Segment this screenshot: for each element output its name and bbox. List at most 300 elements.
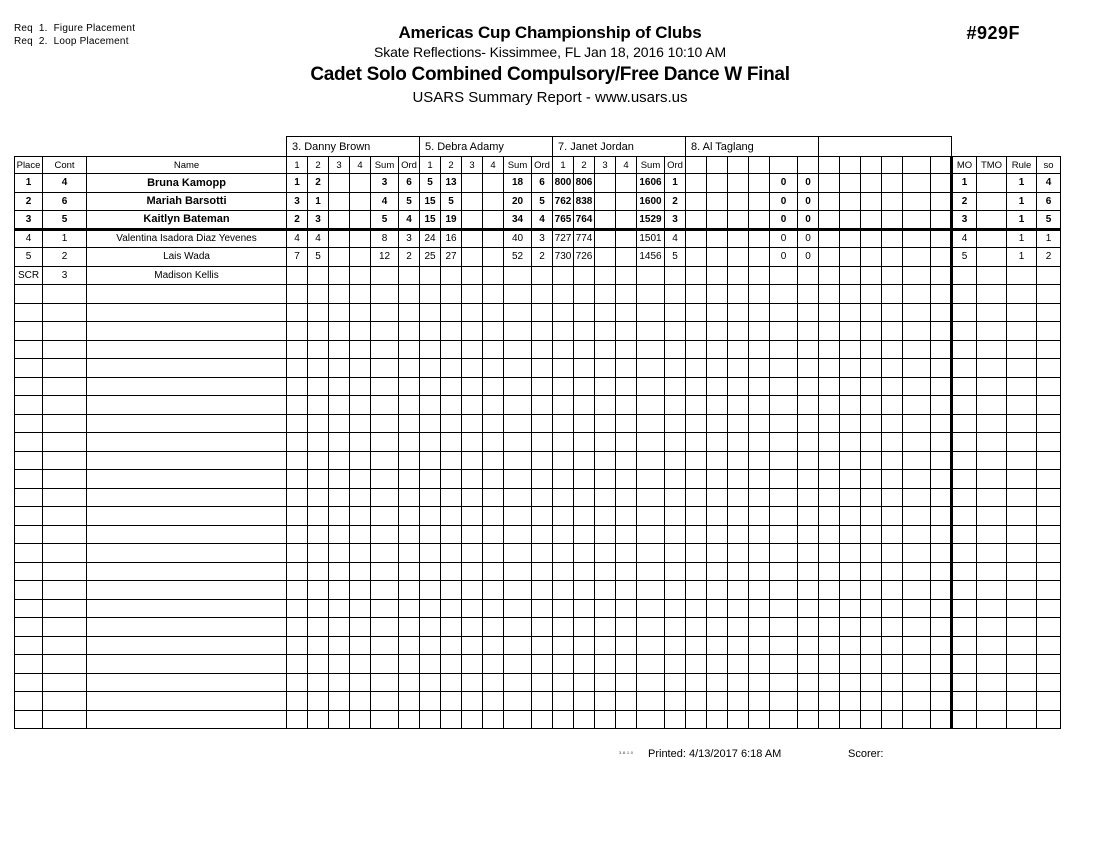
empty-cell: [819, 303, 840, 322]
empty-cell: [686, 581, 707, 600]
scorer-label: Scorer:: [848, 748, 884, 760]
col-header-j4-4: [749, 157, 770, 174]
empty-cell: [749, 544, 770, 563]
empty-cell: [861, 581, 882, 600]
cell-j1-ord: 6: [399, 174, 420, 193]
empty-cell: [399, 636, 420, 655]
banner-spacer-right: [952, 137, 1061, 157]
table-row[interactable]: [15, 303, 1061, 322]
empty-cell: [686, 322, 707, 341]
empty-cell: [441, 581, 462, 600]
empty-cell: [686, 655, 707, 674]
empty-cell: [665, 359, 686, 378]
cell-j2-sum: 34: [504, 211, 532, 230]
empty-cell: [15, 581, 43, 600]
table-row[interactable]: [15, 285, 1061, 304]
table-row[interactable]: [15, 618, 1061, 637]
empty-cell: [329, 618, 350, 637]
empty-cell: [553, 303, 574, 322]
empty-cell: [770, 525, 798, 544]
cell-j2-ord: [532, 266, 553, 285]
empty-cell: [686, 673, 707, 692]
cell-j4-s1: [686, 211, 707, 230]
empty-cell: [287, 340, 308, 359]
cell-j4-s4: [749, 192, 770, 211]
cell-j2-s4: [483, 229, 504, 248]
empty-cell: [504, 636, 532, 655]
cell-place: 3: [15, 211, 43, 230]
empty-cell: [483, 581, 504, 600]
empty-cell: [1037, 507, 1061, 526]
judge-header-2: 5. Debra Adamy: [420, 137, 553, 157]
empty-cell: [329, 340, 350, 359]
empty-cell: [462, 359, 483, 378]
empty-cell: [483, 414, 504, 433]
empty-cell: [574, 451, 595, 470]
empty-cell: [462, 451, 483, 470]
empty-cell: [1007, 525, 1037, 544]
cell-j5-ord: [931, 192, 952, 211]
cell-j5-s3: [861, 248, 882, 267]
empty-cell: [553, 581, 574, 600]
empty-cell: [840, 507, 861, 526]
empty-cell: [462, 673, 483, 692]
empty-cell: [861, 488, 882, 507]
table-row[interactable]: [15, 562, 1061, 581]
empty-cell: [616, 414, 637, 433]
empty-cell: [87, 562, 287, 581]
empty-cell: [616, 581, 637, 600]
cell-j5-sum: [903, 266, 931, 285]
empty-cell: [532, 562, 553, 581]
table-row[interactable]: [15, 525, 1061, 544]
empty-cell: [749, 618, 770, 637]
empty-cell: [1037, 377, 1061, 396]
cell-so: 4: [1037, 174, 1061, 193]
empty-cell: [798, 303, 819, 322]
cell-j4-s2: [707, 229, 728, 248]
table-row[interactable]: [15, 692, 1061, 711]
table-row[interactable]: [15, 192, 1061, 211]
empty-cell: [441, 525, 462, 544]
empty-cell: [728, 396, 749, 415]
cell-j4-ord: 0: [798, 229, 819, 248]
empty-cell: [87, 340, 287, 359]
table-row[interactable]: [15, 248, 1061, 267]
empty-cell: [840, 396, 861, 415]
empty-cell: [977, 544, 1007, 563]
empty-cell: [43, 303, 87, 322]
empty-cell: [287, 581, 308, 600]
empty-cell: [595, 359, 616, 378]
cell-j5-sum: [903, 229, 931, 248]
empty-cell: [504, 692, 532, 711]
empty-cell: [287, 673, 308, 692]
col-header-j3-sum: Sum: [637, 157, 665, 174]
empty-cell: [798, 544, 819, 563]
empty-cell: [637, 562, 665, 581]
empty-cell: [749, 655, 770, 674]
empty-cell: [553, 544, 574, 563]
empty-cell: [882, 322, 903, 341]
empty-cell: [350, 451, 371, 470]
empty-cell: [287, 525, 308, 544]
empty-cell: [87, 673, 287, 692]
empty-cell: [770, 303, 798, 322]
empty-cell: [574, 636, 595, 655]
empty-cell: [420, 599, 441, 618]
table-row[interactable]: [15, 359, 1061, 378]
cell-j4-sum: [770, 266, 798, 285]
cell-j2-sum: 20: [504, 192, 532, 211]
empty-cell: [637, 451, 665, 470]
empty-cell: [15, 562, 43, 581]
cell-so: 5: [1037, 211, 1061, 230]
empty-cell: [798, 340, 819, 359]
empty-cell: [595, 414, 616, 433]
empty-cell: [574, 562, 595, 581]
empty-cell: [462, 581, 483, 600]
empty-cell: [798, 488, 819, 507]
empty-cell: [637, 488, 665, 507]
empty-cell: [977, 451, 1007, 470]
empty-cell: [840, 340, 861, 359]
cell-j2-sum: 18: [504, 174, 532, 193]
empty-cell: [882, 433, 903, 452]
empty-cell: [616, 710, 637, 729]
empty-cell: [43, 433, 87, 452]
table-row[interactable]: [15, 322, 1061, 341]
empty-cell: [977, 599, 1007, 618]
empty-cell: [532, 692, 553, 711]
empty-cell: [861, 359, 882, 378]
cell-j5-s3: [861, 266, 882, 285]
empty-cell: [350, 340, 371, 359]
empty-cell: [707, 673, 728, 692]
cell-j4-s1: [686, 248, 707, 267]
empty-cell: [87, 636, 287, 655]
empty-cell: [882, 673, 903, 692]
cell-mo: 4: [952, 229, 977, 248]
table-row[interactable]: [15, 599, 1061, 618]
empty-cell: [371, 340, 399, 359]
empty-cell: [749, 396, 770, 415]
requirements-block: [14, 22, 135, 48]
empty-cell: [707, 507, 728, 526]
empty-cell: [87, 618, 287, 637]
table-row[interactable]: [15, 636, 1061, 655]
empty-cell: [1037, 655, 1061, 674]
empty-cell: [952, 303, 977, 322]
table-row[interactable]: [15, 340, 1061, 359]
empty-cell: [931, 470, 952, 489]
empty-cell: [882, 507, 903, 526]
cell-rule: 1: [1007, 192, 1037, 211]
empty-cell: [819, 655, 840, 674]
col-header-j4-ord: [798, 157, 819, 174]
cell-j4-sum: 0: [770, 248, 798, 267]
cell-j5-s1: [819, 192, 840, 211]
table-row[interactable]: [15, 433, 1061, 452]
empty-cell: [87, 507, 287, 526]
empty-cell: [532, 581, 553, 600]
empty-cell: [1037, 451, 1061, 470]
empty-cell: [707, 451, 728, 470]
table-row[interactable]: [15, 544, 1061, 563]
empty-cell: [532, 303, 553, 322]
cell-rule: 1: [1007, 248, 1037, 267]
cell-j2-s3: [462, 266, 483, 285]
cell-j2-s3: [462, 211, 483, 230]
empty-cell: [504, 507, 532, 526]
empty-cell: [504, 562, 532, 581]
empty-cell: [574, 581, 595, 600]
empty-cell: [686, 433, 707, 452]
empty-cell: [665, 692, 686, 711]
table-row[interactable]: [15, 655, 1061, 674]
empty-cell: [308, 692, 329, 711]
empty-cell: [1007, 636, 1037, 655]
cell-j4-sum: 0: [770, 229, 798, 248]
cell-j1-s2: 4: [308, 229, 329, 248]
empty-cell: [350, 359, 371, 378]
empty-cell: [553, 377, 574, 396]
empty-cell: [707, 618, 728, 637]
empty-cell: [441, 655, 462, 674]
empty-cell: [882, 581, 903, 600]
empty-cell: [574, 488, 595, 507]
empty-cell: [728, 673, 749, 692]
cell-name: Madison Kellis: [87, 266, 287, 285]
empty-cell: [287, 433, 308, 452]
empty-cell: [308, 618, 329, 637]
empty-cell: [441, 285, 462, 304]
empty-cell: [952, 285, 977, 304]
table-row[interactable]: [15, 710, 1061, 729]
empty-cell: [574, 525, 595, 544]
empty-cell: [350, 692, 371, 711]
empty-cell: [665, 433, 686, 452]
event-title: Americas Cup Championship of Clubs: [398, 23, 702, 42]
empty-cell: [861, 544, 882, 563]
cell-j5-s3: [861, 192, 882, 211]
empty-cell: [749, 414, 770, 433]
empty-cell: [903, 340, 931, 359]
empty-cell: [616, 636, 637, 655]
cell-j3-s1: 727: [553, 229, 574, 248]
empty-cell: [504, 525, 532, 544]
empty-cell: [595, 507, 616, 526]
empty-cell: [287, 507, 308, 526]
table-row[interactable]: [15, 507, 1061, 526]
empty-cell: [637, 414, 665, 433]
empty-cell: [840, 285, 861, 304]
empty-cell: [637, 599, 665, 618]
table-row[interactable]: [15, 673, 1061, 692]
empty-cell: [553, 414, 574, 433]
cell-j3-s3: [595, 229, 616, 248]
empty-cell: [483, 433, 504, 452]
empty-cell: [15, 414, 43, 433]
cell-j2-s2: 19: [441, 211, 462, 230]
table-row[interactable]: [15, 174, 1061, 193]
empty-cell: [574, 396, 595, 415]
cell-j1-ord: 5: [399, 192, 420, 211]
empty-cell: [861, 562, 882, 581]
table-row[interactable]: [15, 211, 1061, 230]
empty-cell: [553, 340, 574, 359]
empty-cell: [707, 544, 728, 563]
empty-cell: [595, 433, 616, 452]
empty-cell: [903, 322, 931, 341]
empty-cell: [665, 655, 686, 674]
empty-cell: [87, 433, 287, 452]
table-row[interactable]: [15, 229, 1061, 248]
table-row[interactable]: [15, 396, 1061, 415]
empty-cell: [616, 340, 637, 359]
empty-cell: [308, 525, 329, 544]
empty-cell: [749, 562, 770, 581]
empty-cell: [665, 303, 686, 322]
col-header-j5-ord: [931, 157, 952, 174]
empty-cell: [483, 544, 504, 563]
col-header-j1-4: 4: [350, 157, 371, 174]
empty-cell: [931, 303, 952, 322]
empty-cell: [350, 618, 371, 637]
table-row[interactable]: [15, 581, 1061, 600]
table-row[interactable]: [15, 488, 1061, 507]
empty-cell: [1007, 710, 1037, 729]
empty-cell: [371, 655, 399, 674]
empty-cell: [462, 340, 483, 359]
empty-cell: [595, 303, 616, 322]
empty-cell: [15, 636, 43, 655]
cell-cont: 4: [43, 174, 87, 193]
empty-cell: [441, 377, 462, 396]
empty-cell: [819, 618, 840, 637]
empty-cell: [441, 414, 462, 433]
empty-cell: [616, 359, 637, 378]
empty-cell: [371, 451, 399, 470]
empty-cell: [637, 544, 665, 563]
empty-cell: [665, 562, 686, 581]
cell-j5-s3: [861, 174, 882, 193]
empty-cell: [15, 322, 43, 341]
col-header-j3-2: 2: [574, 157, 595, 174]
empty-cell: [595, 581, 616, 600]
empty-cell: [504, 340, 532, 359]
table-row[interactable]: [15, 414, 1061, 433]
cell-j4-sum: 0: [770, 174, 798, 193]
cell-j1-ord: [399, 266, 420, 285]
empty-cell: [43, 285, 87, 304]
empty-cell: [1037, 581, 1061, 600]
empty-cell: [1007, 322, 1037, 341]
cell-j5-s4: [882, 229, 903, 248]
empty-cell: [462, 433, 483, 452]
empty-cell: [882, 303, 903, 322]
empty-cell: [371, 507, 399, 526]
cell-j1-s1: [287, 266, 308, 285]
empty-cell: [798, 507, 819, 526]
col-header-j5-4: [882, 157, 903, 174]
empty-cell: [616, 377, 637, 396]
empty-cell: [329, 673, 350, 692]
cell-j3-ord: 4: [665, 229, 686, 248]
empty-cell: [665, 507, 686, 526]
empty-cell: [532, 599, 553, 618]
empty-cell: [931, 544, 952, 563]
empty-cell: [686, 618, 707, 637]
cell-j3-ord: 3: [665, 211, 686, 230]
table-row[interactable]: [15, 451, 1061, 470]
empty-cell: [728, 322, 749, 341]
empty-cell: [728, 599, 749, 618]
empty-cell: [483, 396, 504, 415]
cell-j1-s1: 4: [287, 229, 308, 248]
cell-so: 6: [1037, 192, 1061, 211]
empty-cell: [287, 377, 308, 396]
col-header-so: so: [1037, 157, 1061, 174]
empty-cell: [287, 636, 308, 655]
empty-cell: [532, 507, 553, 526]
empty-cell: [1037, 396, 1061, 415]
empty-cell: [952, 433, 977, 452]
cell-j4-s3: [728, 229, 749, 248]
empty-cell: [819, 544, 840, 563]
cell-j4-s4: [749, 211, 770, 230]
empty-cell: [462, 414, 483, 433]
empty-cell: [882, 285, 903, 304]
col-header-j5-1: [819, 157, 840, 174]
empty-cell: [686, 544, 707, 563]
empty-cell: [861, 507, 882, 526]
empty-cell: [749, 581, 770, 600]
empty-cell: [87, 525, 287, 544]
empty-cell: [798, 414, 819, 433]
empty-cell: [329, 322, 350, 341]
empty-cell: [462, 285, 483, 304]
empty-cell: [840, 359, 861, 378]
empty-cell: [931, 507, 952, 526]
empty-cell: [483, 470, 504, 489]
empty-cell: [371, 692, 399, 711]
empty-cell: [665, 322, 686, 341]
empty-cell: [882, 655, 903, 674]
empty-cell: [287, 303, 308, 322]
empty-cell: [553, 433, 574, 452]
cell-j5-s4: [882, 211, 903, 230]
empty-cell: [931, 581, 952, 600]
empty-cell: [43, 599, 87, 618]
empty-cell: [770, 544, 798, 563]
cell-j5-s1: [819, 174, 840, 193]
cell-j1-s1: 3: [287, 192, 308, 211]
requirement-line-1: Req 1. Figure Placement: [14, 23, 136, 34]
empty-cell: [819, 451, 840, 470]
empty-cell: [1007, 692, 1037, 711]
table-row[interactable]: [15, 377, 1061, 396]
empty-cell: [595, 544, 616, 563]
empty-cell: [504, 673, 532, 692]
table-row[interactable]: [15, 266, 1061, 285]
empty-cell: [616, 303, 637, 322]
cell-j5-ord: [931, 211, 952, 230]
table-row[interactable]: [15, 470, 1061, 489]
empty-cell: [371, 359, 399, 378]
empty-cell: [616, 525, 637, 544]
empty-cell: [707, 525, 728, 544]
